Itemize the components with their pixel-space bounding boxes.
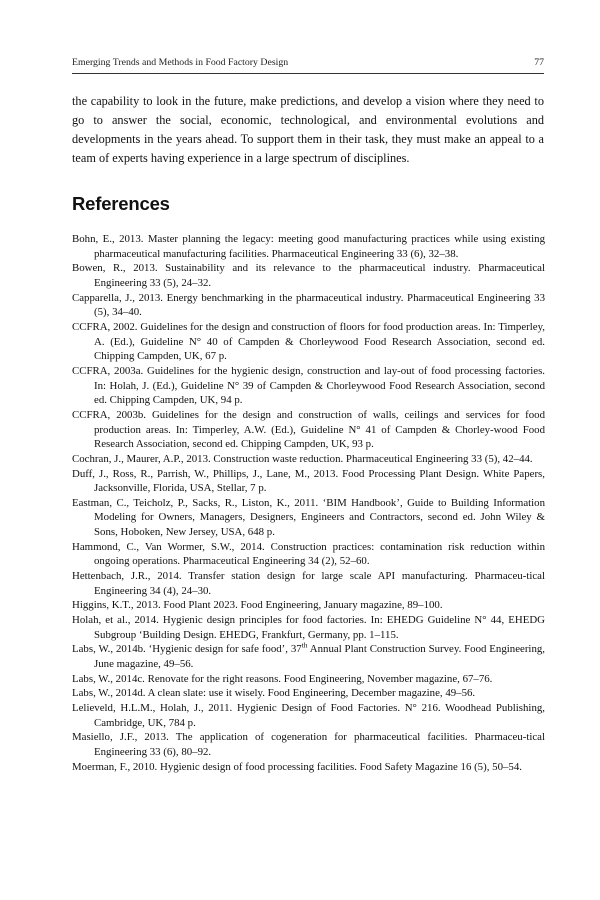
reference-entry: Holah, et al., 2014. Hygienic design principles for food factories. In: EHEDG Guideline N° 44, EHEDG Subgroup ‘Building Design. EHEDG, Frankfurt, Germany, pp. 1–115. <box>72 614 545 641</box>
reference-entry: Eastman, C., Teicholz, P., Sacks, R., Liston, K., 2011. ‘BIM Handbook’, Guide to Building Information Modeling for Owners, Managers, Designers, Engineers and Contractors, second ed. John Wiley & Sons, Hoboken, New Jersey, USA, 648 p. <box>72 496 545 539</box>
reference-entry: Bohn, E., 2013. Master planning the legacy: meeting good manufacturing practices while using existing pharmaceutical manufacturing facilities. Pharmaceutical Engineering 33 (6), 32–38. <box>72 233 545 260</box>
reference-entry: Cochran, J., Maurer, A.P., 2013. Construction waste reduction. Pharmaceutical Engineering 33 (5), 42–44. <box>72 452 533 465</box>
reference-text-part: Annual Plant Construction Survey. Food Engineering, June magazine, 49–56. <box>94 643 545 671</box>
reference-entry: Bowen, R., 2013. Sustainability and its relevance to the pharmaceutical industry. Pharmaceutical Engineering 33 (5), 24–32. <box>72 262 545 289</box>
references-heading: References <box>72 193 170 214</box>
header-rule <box>72 73 544 74</box>
reference-entry: Hammond, C., Van Wormer, S.W., 2014. Construction practices: contamination risk reduction within ongoing operations. Pharmaceutical Engineering 34 (2), 52–60. <box>72 540 545 568</box>
running-title: Emerging Trends and Methods in Food Factory Design <box>72 57 289 68</box>
reference-entry: Higgins, K.T., 2013. Food Plant 2023. Food Engineering, January magazine, 89–100. <box>72 599 443 612</box>
reference-entry: Labs, W., 2014d. A clean slate: use it wisely. Food Engineering, December magazine, 49–56. <box>72 687 476 700</box>
reference-entry: Capparella, J., 2013. Energy benchmarking in the pharmaceutical industry. Pharmaceutical Engineering 33 (5), 34–40. <box>72 291 545 319</box>
reference-entry: CCFRA, 2003a. Guidelines for the hygienic design, construction and lay-out of food processing factories. In: Holah, J. (Ed.), Guideline N° 39 of Campden & Chorleywood Food Research Association, second ed. Chipping Campden, UK, 94 p. <box>72 364 545 407</box>
ordinal-superscript: th <box>301 640 308 650</box>
reference-entry: Masiello, J.F., 2013. The application of cogeneration for pharmaceutical facilities. Pharmaceu-tical Engineering 33 (6), 80–92. <box>72 731 545 758</box>
intro-paragraph: the capability to look in the future, make predictions, and develop a vision where they need to go to answer the social, economic, technological, and environmental evolutions and developments in the years ahead. To support them in their task, they must make an appeal to a team of experts having experience in a large spectrum of disciplines. <box>72 94 544 165</box>
reference-entry: Labs, W., 2014c. Renovate for the right reasons. Food Engineering, November magazine, 67–76. <box>72 672 493 685</box>
reference-entry: Lelieveld, H.L.M., Holah, J., 2011. Hygienic Design of Food Factories. N° 216. Woodhead Publishing, Cambridge, UK, 784 p. <box>72 702 545 729</box>
reference-entry: Moerman, F., 2010. Hygienic design of food processing facilities. Food Safety Magazine 16 (5), 50–54. <box>72 760 522 773</box>
reference-text-part: Labs, W., 2014b. ‘Hygienic design for safe food’, 37 <box>72 643 302 656</box>
reference-entry: CCFRA, 2003b. Guidelines for the design and construction of walls, ceilings and services for food production areas. In: Timperley, A.W. (Ed.), Guideline N° 41 of Campden & Chorley-wood Food Research Association, second ed. Chipping Campden, UK, 93 p. <box>72 408 545 451</box>
page-number: 77 <box>534 57 544 68</box>
reference-list <box>72 232 545 774</box>
reference-entry: CCFRA, 2002. Guidelines for the design and construction of floors for food production areas. In: Timperley, A. (Ed.), Guideline N° 40 of Campden & Chorleywood Food Research Association, second ed. Chipping Campden, UK, 67 p. <box>72 320 545 363</box>
reference-entry: Hettenbach, J.R., 2014. Transfer station design for large scale API manufacturing. Pharmaceu-tical Engineering 34 (4), 24–30. <box>72 570 545 597</box>
reference-entry <box>72 642 545 671</box>
reference-entry: Duff, J., Ross, R., Parrish, W., Phillips, J., Lane, M., 2013. Food Processing Plant Design. White Papers, Jacksonville, Florida, USA, Stellar, 7 p. <box>72 467 545 495</box>
running-header <box>72 57 544 71</box>
